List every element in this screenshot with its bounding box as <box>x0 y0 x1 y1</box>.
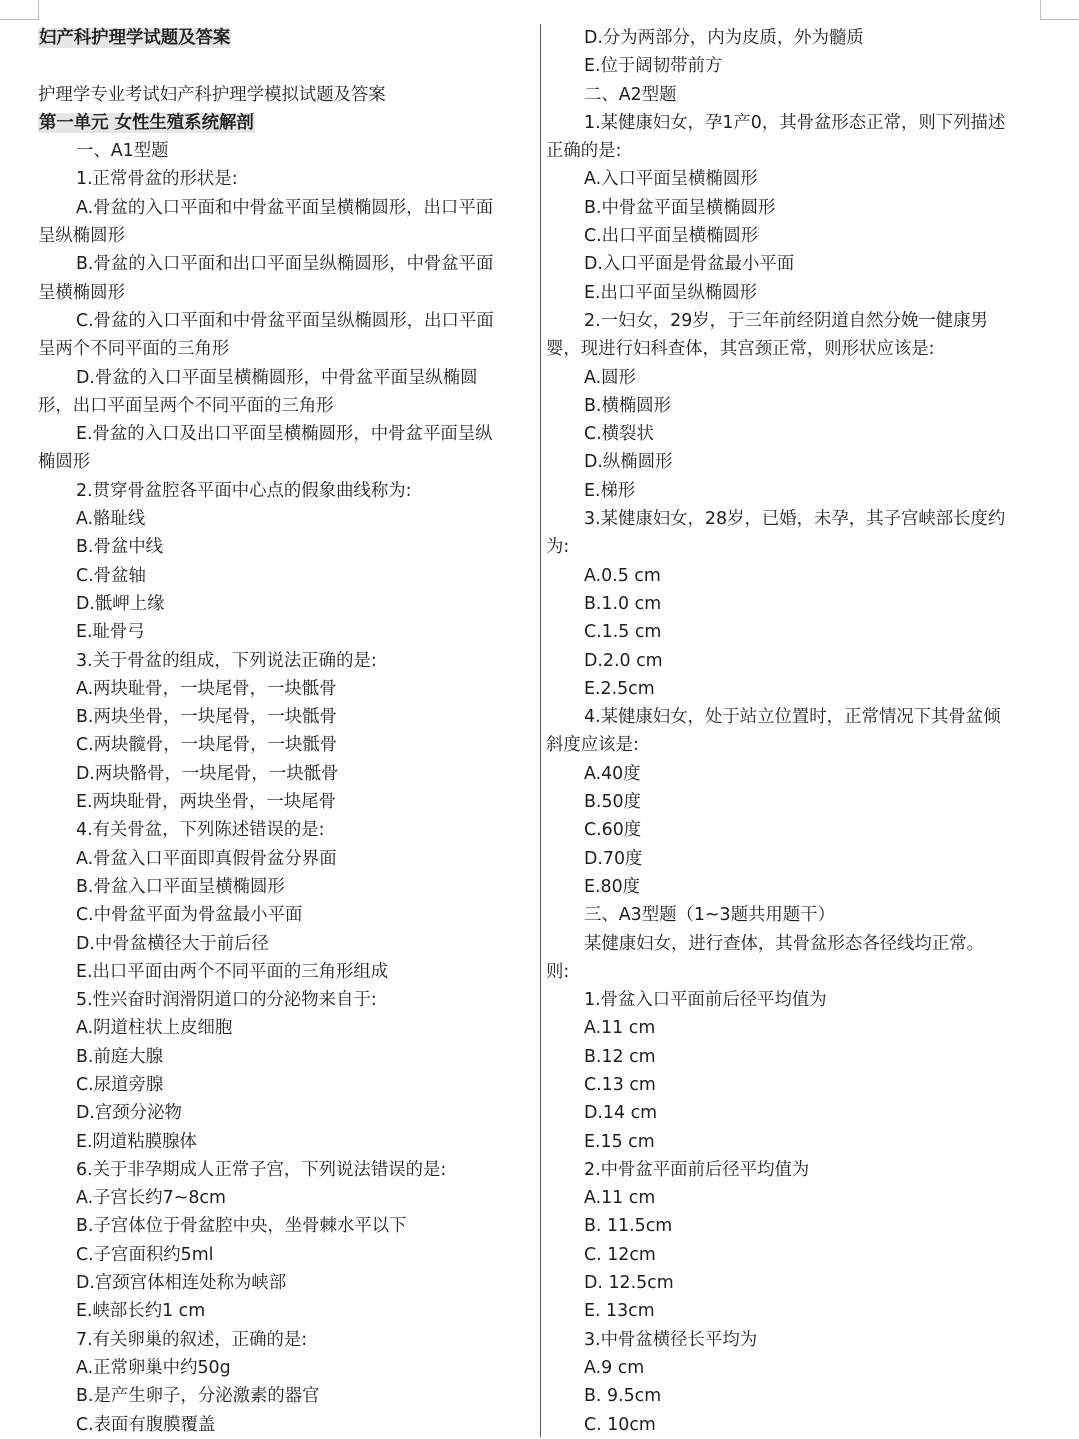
line-text: E. 13cm <box>584 1301 655 1322</box>
text-line <box>546 335 1046 363</box>
line-text: 3.中骨盆横径长平均为 <box>584 1329 758 1350</box>
right-column <box>546 24 1046 1439</box>
text-line <box>38 618 532 646</box>
line-text: B.是产生卵子，分泌激素的器官 <box>76 1386 320 1407</box>
text-line <box>38 675 532 703</box>
line-text: D.骶岬上缘 <box>76 593 165 614</box>
line-text: D.骨盆的入口平面呈横椭圆形，中骨盆平面呈纵椭圆 <box>76 367 478 388</box>
line-text: D.纵椭圆形 <box>584 452 673 473</box>
text-line <box>38 420 532 448</box>
line-text: E.出口平面由两个不同平面的三角形组成 <box>76 961 389 982</box>
text-line <box>38 1269 532 1297</box>
line-text: 3.某健康妇女，28岁，已婚，未孕，其子宫峡部长度约 <box>584 509 1006 530</box>
text-line <box>38 194 532 222</box>
line-text: 2.一妇女，29岁，于三年前经阴道自然分娩一健康男 <box>584 310 988 331</box>
text-line <box>38 1128 532 1156</box>
text-line <box>546 760 1046 788</box>
left-column <box>38 24 532 1439</box>
line-text: D.入口平面是骨盆最小平面 <box>584 254 795 275</box>
line-text: 7.有关卵巢的叙述，正确的是: <box>76 1329 308 1350</box>
line-text: 1.正常骨盆的形状是: <box>76 169 238 190</box>
text-line <box>546 420 1046 448</box>
text-line <box>38 731 532 759</box>
line-text: B.50度 <box>584 792 641 813</box>
text-line <box>546 958 1046 986</box>
text-line <box>38 279 532 307</box>
text-line <box>546 477 1046 505</box>
text-line <box>546 788 1046 816</box>
line-text: 椭圆形 <box>38 452 91 473</box>
text-line <box>38 986 532 1014</box>
line-text: A.正常卵巢中约50g <box>76 1357 231 1378</box>
line-text: 呈纵椭圆形 <box>38 226 125 247</box>
text-line <box>38 1326 532 1354</box>
line-text: 为: <box>546 537 570 558</box>
text-line <box>38 562 532 590</box>
line-text: A.11 cm <box>584 1018 656 1039</box>
text-line <box>38 1099 532 1127</box>
text-line <box>546 930 1046 958</box>
text-line <box>546 137 1046 165</box>
line-text: 2.中骨盆平面前后径平均值为 <box>584 1159 810 1180</box>
text-line <box>546 675 1046 703</box>
text-line <box>546 901 1046 929</box>
line-text: D.70度 <box>584 848 643 869</box>
text-line <box>546 647 1046 675</box>
line-text: C. 12cm <box>584 1244 656 1265</box>
text-line <box>38 222 532 250</box>
text-line <box>38 647 532 675</box>
line-text: C.13 cm <box>584 1074 656 1095</box>
line-text: C.表面有腹膜覆盖 <box>76 1414 216 1435</box>
line-text: C.骨盆轴 <box>76 565 146 586</box>
text-line <box>38 109 532 137</box>
line-text: B.子宫体位于骨盆腔中央，坐骨棘水平以下 <box>76 1216 407 1237</box>
line-text: A.入口平面呈横椭圆形 <box>584 169 758 190</box>
line-text: E.峡部长约1 cm <box>76 1301 206 1322</box>
line-text: 一、A1型题 <box>76 141 169 162</box>
text-line <box>546 533 1046 561</box>
text-line <box>38 590 532 618</box>
text-line <box>546 109 1046 137</box>
text-line <box>38 816 532 844</box>
text-line <box>38 250 532 278</box>
page-corner-mark-right <box>1040 0 1041 20</box>
line-text: C.骨盆的入口平面和中骨盆平面呈纵椭圆形，出口平面 <box>76 310 494 331</box>
line-text: E.耻骨弓 <box>76 622 145 643</box>
text-line <box>38 137 532 165</box>
line-text: A.两块耻骨，一块尾骨，一块骶骨 <box>76 678 337 699</box>
text-line <box>38 1184 532 1212</box>
line-text: 第一单元 女性生殖系统解剖 <box>39 112 254 133</box>
text-line <box>546 731 1046 759</box>
text-line <box>546 1014 1046 1042</box>
text-line <box>546 24 1046 52</box>
line-text: 4.有关骨盆，下列陈述错误的是: <box>76 820 325 841</box>
line-text: D. 12.5cm <box>584 1273 674 1294</box>
text-line <box>38 364 532 392</box>
line-text: 斜度应该是: <box>546 735 639 756</box>
text-line <box>546 222 1046 250</box>
line-text: C.1.5 cm <box>584 622 662 643</box>
line-text: E.15 cm <box>584 1131 655 1152</box>
text-line <box>546 1043 1046 1071</box>
line-text: D.分为两部分，内为皮质，外为髓质 <box>584 28 864 48</box>
line-text: 4.某健康妇女，处于站立位置时，正常情况下其骨盆倾 <box>584 707 1001 728</box>
text-line <box>546 1382 1046 1410</box>
text-line <box>546 52 1046 80</box>
text-line <box>38 760 532 788</box>
line-text: 护理学专业考试妇产科护理学模拟试题及答案 <box>38 84 386 105</box>
line-text: E.两块耻骨，两块坐骨，一块尾骨 <box>76 792 336 813</box>
line-text: E.80度 <box>584 876 641 897</box>
column-divider <box>540 24 541 1437</box>
text-line <box>38 533 532 561</box>
text-line <box>38 1354 532 1382</box>
line-text: C.中骨盆平面为骨盆最小平面 <box>76 905 303 926</box>
text-line <box>546 1354 1046 1382</box>
text-line <box>38 703 532 731</box>
line-text: 1.某健康妇女，孕1产0，其骨盆形态正常，则下列描述 <box>584 112 1006 133</box>
text-line <box>546 1297 1046 1325</box>
text-line <box>546 618 1046 646</box>
line-text: 呈两个不同平面的三角形 <box>38 339 230 360</box>
line-text: B.1.0 cm <box>584 593 662 614</box>
line-text: 某健康妇女，进行查体，其骨盆形态各径线均正常。 <box>584 933 984 954</box>
text-line <box>38 845 532 873</box>
line-text: C.尿道旁腺 <box>76 1074 164 1095</box>
line-text: E.2.5cm <box>584 678 655 699</box>
text-line <box>38 1297 532 1325</box>
text-line <box>38 448 532 476</box>
text-line <box>38 930 532 958</box>
text-line <box>38 505 532 533</box>
text-line <box>546 1071 1046 1099</box>
text-line <box>38 1411 532 1439</box>
page-corner-mark-left <box>38 0 39 20</box>
line-text: C.60度 <box>584 820 642 841</box>
line-text: 二、A2型题 <box>584 84 677 105</box>
text-line <box>38 901 532 929</box>
line-text: A.11 cm <box>584 1188 656 1209</box>
line-text: B.两块坐骨，一块尾骨，一块骶骨 <box>76 707 337 728</box>
line-text: B.前庭大腺 <box>76 1046 164 1067</box>
page-corner-mark-left-h <box>0 19 38 20</box>
line-text: A.9 cm <box>584 1357 645 1378</box>
text-line <box>546 703 1046 731</box>
text-line <box>38 1071 532 1099</box>
line-text: B.中骨盆平面呈横椭圆形 <box>584 197 776 218</box>
line-text: D.宫颈分泌物 <box>76 1103 182 1124</box>
text-line <box>38 307 532 335</box>
line-text: A.阴道柱状上皮细胞 <box>76 1018 233 1039</box>
text-line <box>38 1382 532 1410</box>
text-line <box>546 845 1046 873</box>
text-line <box>546 307 1046 335</box>
line-text: E.梯形 <box>584 480 636 501</box>
line-text: B.12 cm <box>584 1046 656 1067</box>
line-text: A.40度 <box>584 763 641 784</box>
line-text: 则: <box>546 961 570 982</box>
text-line <box>546 1411 1046 1439</box>
text-line <box>38 165 532 193</box>
blank-line <box>38 52 532 80</box>
line-text: 三、A3型题（1~3题共用题干） <box>584 905 835 926</box>
line-text: 正确的是: <box>546 141 622 162</box>
text-line <box>38 1241 532 1269</box>
text-line <box>546 392 1046 420</box>
text-line <box>546 279 1046 307</box>
line-text: E.骨盆的入口及出口平面呈横椭圆形，中骨盆平面呈纵 <box>76 424 493 445</box>
text-line <box>546 1156 1046 1184</box>
text-line <box>38 81 532 109</box>
line-text: A.圆形 <box>584 367 636 388</box>
text-line <box>546 873 1046 901</box>
line-text: B.骨盆的入口平面和出口平面呈纵椭圆形，中骨盆平面 <box>76 254 494 275</box>
text-line <box>546 448 1046 476</box>
text-line <box>546 1128 1046 1156</box>
text-line <box>546 562 1046 590</box>
line-text: D.2.0 cm <box>584 650 663 671</box>
text-line <box>546 1099 1046 1127</box>
text-line <box>38 392 532 420</box>
line-text: 呈横椭圆形 <box>38 282 125 303</box>
line-text: 1.骨盆入口平面前后径平均值为 <box>584 990 827 1011</box>
text-line <box>38 335 532 363</box>
line-text: E.位于阔韧带前方 <box>584 56 723 77</box>
text-line <box>38 788 532 816</box>
text-line <box>38 873 532 901</box>
text-line <box>546 1326 1046 1354</box>
text-line <box>546 816 1046 844</box>
line-text: 婴，现进行妇科查体，其宫颈正常，则形状应该是: <box>546 339 935 360</box>
line-text: 妇产科护理学试题及答案 <box>39 28 231 48</box>
text-line <box>38 1156 532 1184</box>
line-text: C. 10cm <box>584 1414 656 1435</box>
text-line <box>546 165 1046 193</box>
line-text: D.中骨盆横径大于前后径 <box>76 933 269 954</box>
line-text: A.子宫长约7~8cm <box>76 1188 226 1209</box>
text-line <box>546 194 1046 222</box>
line-text: A.骨盆的入口平面和中骨盆平面呈横椭圆形，出口平面 <box>76 197 494 218</box>
page-corner-mark-right-h <box>1041 19 1079 20</box>
line-text: A.骼耻线 <box>76 509 146 530</box>
line-text: E.出口平面呈纵椭圆形 <box>584 282 758 303</box>
line-text: B. 11.5cm <box>584 1216 673 1237</box>
text-line <box>38 477 532 505</box>
text-line <box>546 250 1046 278</box>
line-text: C.子宫面积约5ml <box>76 1244 214 1265</box>
line-text: B. 9.5cm <box>584 1386 662 1407</box>
line-text: C.横裂状 <box>584 424 654 445</box>
line-text: C.出口平面呈横椭圆形 <box>584 226 759 247</box>
text-line <box>546 986 1046 1014</box>
line-text: A.骨盆入口平面即真假骨盆分界面 <box>76 848 337 869</box>
text-line <box>546 1212 1046 1240</box>
text-line <box>546 1269 1046 1297</box>
text-line <box>546 505 1046 533</box>
line-text: 2.贯穿骨盆腔各平面中心点的假象曲线称为: <box>76 480 412 501</box>
line-text: D.宫颈宫体相连处称为峡部 <box>76 1273 287 1294</box>
line-text: B.骨盆中线 <box>76 537 164 558</box>
text-line <box>546 1184 1046 1212</box>
text-line <box>546 1241 1046 1269</box>
text-line <box>38 1043 532 1071</box>
text-line <box>38 24 532 52</box>
text-line <box>546 81 1046 109</box>
line-text: 3.关于骨盆的组成，下列说法正确的是: <box>76 650 377 671</box>
line-text: 5.性兴奋时润滑阴道口的分泌物来自于: <box>76 990 377 1011</box>
line-text: C.两块髋骨，一块尾骨，一块骶骨 <box>76 735 338 756</box>
text-line <box>38 1014 532 1042</box>
line-text: D.两块骼骨，一块尾骨，一块骶骨 <box>76 763 339 784</box>
line-text: 形，出口平面呈两个不同平面的三角形 <box>38 395 334 416</box>
text-line <box>546 364 1046 392</box>
line-text: A.0.5 cm <box>584 565 661 586</box>
line-text: D.14 cm <box>584 1103 658 1124</box>
text-line <box>546 590 1046 618</box>
text-line <box>38 1212 532 1240</box>
text-line <box>38 958 532 986</box>
line-text: 6.关于非孕期成人正常子宫，下列说法错误的是: <box>76 1159 447 1180</box>
line-text: B.骨盆入口平面呈横椭圆形 <box>76 876 285 897</box>
line-text: E.阴道粘膜腺体 <box>76 1131 197 1152</box>
line-text: B.横椭圆形 <box>584 395 672 416</box>
